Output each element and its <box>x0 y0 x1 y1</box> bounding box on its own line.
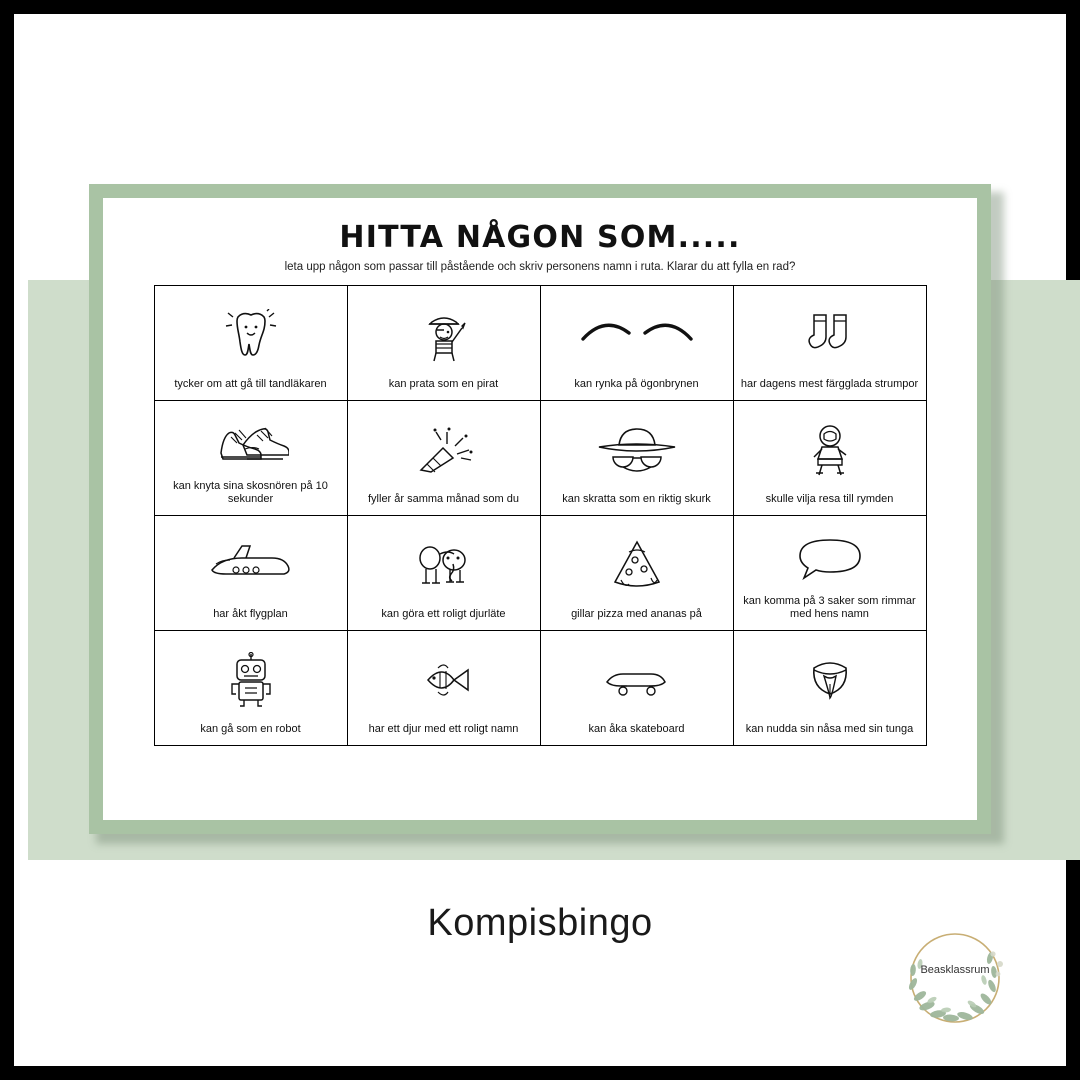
bingo-cell-label: skulle vilja resa till rymden <box>765 493 894 506</box>
tooth-icon <box>161 292 341 378</box>
page-title: HITTA NÅGON SOM..... <box>339 220 741 255</box>
pirate-icon <box>354 292 534 378</box>
speech-bubble-icon <box>740 522 920 595</box>
worksheet-sheet <box>103 198 977 820</box>
fish-icon <box>354 637 534 723</box>
bingo-cell[interactable] <box>347 401 540 516</box>
eyebrows-icon <box>547 292 727 378</box>
astronaut-icon <box>740 407 920 493</box>
bingo-cell-label: kan göra ett roligt djurläte <box>381 608 506 621</box>
pizza-slice-icon <box>547 522 727 608</box>
table-row <box>154 631 926 746</box>
bingo-cell[interactable] <box>733 401 926 516</box>
poster-caption: Kompisbingo <box>427 902 653 944</box>
bingo-cell-label: kan rynka på ögonbrynen <box>574 378 699 391</box>
socks-icon <box>740 292 920 378</box>
bingo-cell[interactable] <box>540 631 733 746</box>
bingo-cell[interactable] <box>733 286 926 401</box>
bingo-cell-label: kan prata som en pirat <box>388 378 499 391</box>
bingo-cell[interactable] <box>347 286 540 401</box>
airplane-icon <box>161 522 341 608</box>
table-row <box>154 516 926 631</box>
bingo-cell[interactable] <box>540 401 733 516</box>
bingo-cell[interactable] <box>154 401 347 516</box>
bingo-cell[interactable] <box>154 516 347 631</box>
crook-hat-icon <box>547 407 727 493</box>
tongue-icon <box>740 637 920 723</box>
bingo-cell[interactable] <box>733 631 926 746</box>
bingo-cell-label: kan komma på 3 saker som rimmar med hens namn <box>743 594 916 621</box>
bingo-cell[interactable] <box>347 631 540 746</box>
bingo-cell[interactable] <box>154 631 347 746</box>
page-subtitle: leta upp någon som passar till påstående och skriv personens namn i ruta. Klarar du att fylla en rad? <box>284 261 796 273</box>
bingo-cell-label: kan skratta som en riktig skurk <box>562 493 711 506</box>
bingo-cell-label: har ett djur med ett roligt namn <box>368 723 519 736</box>
bingo-cell-label: kan nudda sin nåsa med sin tunga <box>745 723 914 736</box>
sneakers-icon <box>161 407 341 480</box>
bingo-cell-label: kan åka skateboard <box>588 723 685 736</box>
bingo-cell-label: kan knyta sina skosnören på 10 sekunder <box>173 479 328 506</box>
bingo-cell[interactable] <box>347 516 540 631</box>
bingo-cell-label: har åkt flygplan <box>213 608 288 621</box>
robot-icon <box>161 637 341 723</box>
elephant-icon <box>354 522 534 608</box>
bingo-cell[interactable] <box>540 286 733 401</box>
bingo-cell[interactable] <box>733 516 926 631</box>
table-row <box>154 286 926 401</box>
bingo-cell[interactable] <box>154 286 347 401</box>
brand-logo-label: Beasklassrum <box>920 964 990 976</box>
party-popper-icon <box>354 407 534 493</box>
brand-logo <box>880 920 1030 1040</box>
table-row <box>154 401 926 516</box>
bingo-cell[interactable] <box>540 516 733 631</box>
bingo-cell-label: fyller år samma månad som du <box>368 493 519 506</box>
bingo-cell-label: kan gå som en robot <box>200 723 301 736</box>
bingo-grid <box>154 285 927 746</box>
bingo-cell-label: gillar pizza med ananas på <box>571 608 702 621</box>
bingo-cell-label: har dagens mest färgglada strumpor <box>740 378 919 391</box>
bingo-cell-label: tycker om att gå till tandläkaren <box>174 378 327 391</box>
skateboard-icon <box>547 637 727 723</box>
